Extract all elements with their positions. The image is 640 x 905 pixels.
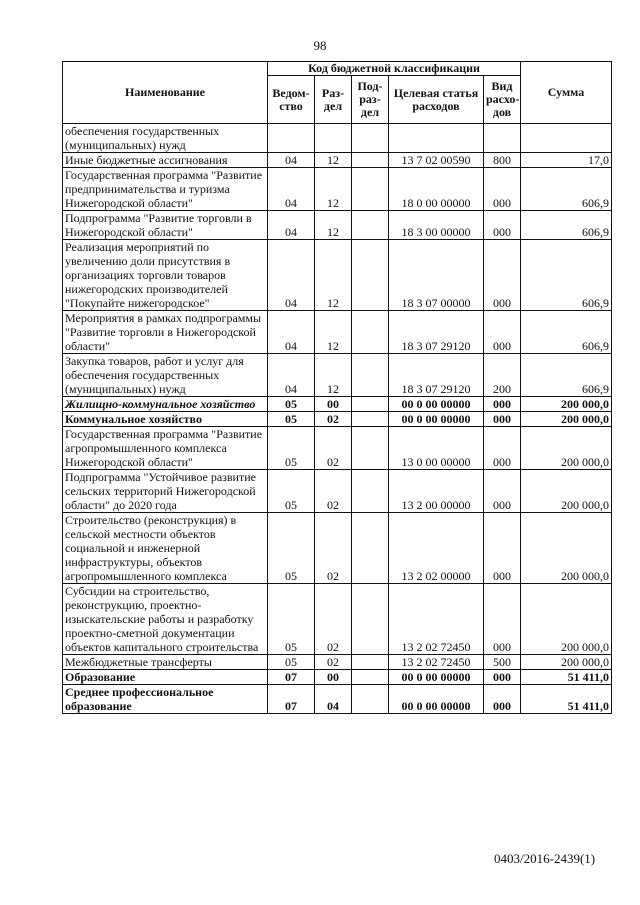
- row-podrazdel: [352, 311, 389, 354]
- row-statya: 18 3 00 00000: [389, 211, 484, 240]
- row-name: Мероприятия в рамках подпрограммы "Развитие торговли в Нижегородской области": [63, 311, 268, 354]
- row-statya: 18 3 07 29120: [389, 354, 484, 397]
- row-statya: 00 0 00 00000: [389, 397, 484, 412]
- table-row: [63, 211, 612, 240]
- row-vid: 000: [484, 397, 521, 412]
- row-vid: 000: [484, 670, 521, 685]
- row-vedomstvo: [268, 124, 315, 153]
- row-vedomstvo: 04: [268, 211, 315, 240]
- row-vid: 200: [484, 354, 521, 397]
- row-summa: 606,9: [521, 168, 612, 211]
- row-summa: [521, 124, 612, 153]
- row-statya: 18 3 07 29120: [389, 311, 484, 354]
- row-name: Подпрограмма "Развитие торговли в Нижегородской области": [63, 211, 268, 240]
- row-vedomstvo: 05: [268, 655, 315, 670]
- row-razdel: 02: [315, 470, 352, 513]
- row-statya: 00 0 00 00000: [389, 685, 484, 714]
- row-vedomstvo: 05: [268, 584, 315, 655]
- row-name: Образование: [63, 670, 268, 685]
- row-vedomstvo: 05: [268, 513, 315, 584]
- row-razdel: 00: [315, 397, 352, 412]
- table-row: [63, 240, 612, 311]
- document-code: 0403/2016-2439(1): [494, 851, 596, 866]
- row-vid: 000: [484, 240, 521, 311]
- row-summa: 606,9: [521, 354, 612, 397]
- table-row: [63, 685, 612, 714]
- row-name: Закупка товаров, работ и услуг для обеспечения государственных (муниципальных) нужд: [63, 354, 268, 397]
- row-razdel: 02: [315, 655, 352, 670]
- row-vedomstvo: 04: [268, 311, 315, 354]
- row-razdel: 02: [315, 584, 352, 655]
- row-podrazdel: [352, 513, 389, 584]
- row-summa: 200 000,0: [521, 470, 612, 513]
- table-row: [63, 168, 612, 211]
- row-name: обеспечения государственных (муниципальных) нужд: [63, 124, 268, 153]
- row-vedomstvo: 05: [268, 470, 315, 513]
- row-vid: 000: [484, 412, 521, 427]
- row-podrazdel: [352, 412, 389, 427]
- row-statya: 13 2 02 00000: [389, 513, 484, 584]
- row-vid: 000: [484, 168, 521, 211]
- header-vid: Вид расхо-дов: [484, 76, 521, 124]
- row-podrazdel: [352, 124, 389, 153]
- row-vid: 000: [484, 584, 521, 655]
- header-razdel: Раз-дел: [315, 76, 352, 124]
- row-statya: 00 0 00 00000: [389, 412, 484, 427]
- row-name: Субсидии на строительство, реконструкцию, проектно-изыскательские работы и разработку проектно-сметной документации объектов капитального строительства: [63, 584, 268, 655]
- row-name: Государственная программа "Развитие предпринимательства и туризма Нижегородской области": [63, 168, 268, 211]
- table-row: [63, 397, 612, 412]
- table-row: [63, 513, 612, 584]
- row-razdel: 12: [315, 168, 352, 211]
- row-name: Подпрограмма "Устойчивое развитие сельских территорий Нижегородской области" до 2020 года: [63, 470, 268, 513]
- row-podrazdel: [352, 470, 389, 513]
- row-razdel: [315, 124, 352, 153]
- table-row: [63, 124, 612, 153]
- row-statya: 18 3 07 00000: [389, 240, 484, 311]
- row-summa: 200 000,0: [521, 412, 612, 427]
- row-vid: 000: [484, 311, 521, 354]
- row-vedomstvo: 04: [268, 153, 315, 168]
- row-name: Жилищно-коммунальное хозяйство: [63, 397, 268, 412]
- row-vid: 000: [484, 427, 521, 470]
- row-vedomstvo: 05: [268, 412, 315, 427]
- row-summa: 606,9: [521, 311, 612, 354]
- row-summa: 17,0: [521, 153, 612, 168]
- row-vid: [484, 124, 521, 153]
- row-podrazdel: [352, 153, 389, 168]
- table-row: [63, 153, 612, 168]
- row-statya: 13 2 02 72450: [389, 655, 484, 670]
- budget-table: [62, 61, 612, 714]
- row-vedomstvo: 04: [268, 354, 315, 397]
- row-vid: 000: [484, 211, 521, 240]
- row-statya: 13 7 02 00590: [389, 153, 484, 168]
- row-summa: 200 000,0: [521, 513, 612, 584]
- row-summa: 200 000,0: [521, 427, 612, 470]
- table-row: [63, 427, 612, 470]
- row-summa: 200 000,0: [521, 397, 612, 412]
- row-razdel: 02: [315, 412, 352, 427]
- row-summa: 200 000,0: [521, 584, 612, 655]
- header-name: Наименование: [63, 62, 268, 124]
- row-statya: 18 0 00 00000: [389, 168, 484, 211]
- row-summa: 606,9: [521, 211, 612, 240]
- table-row: [63, 584, 612, 655]
- table-row: [63, 311, 612, 354]
- table-row: [63, 412, 612, 427]
- header-statya: Целевая статья расходов: [389, 76, 484, 124]
- row-podrazdel: [352, 427, 389, 470]
- row-name: Государственная программа "Развитие агропромышленного комплекса Нижегородской области": [63, 427, 268, 470]
- row-statya: 13 2 02 72450: [389, 584, 484, 655]
- row-vid: 000: [484, 513, 521, 584]
- row-razdel: 12: [315, 153, 352, 168]
- row-razdel: 12: [315, 211, 352, 240]
- row-razdel: 02: [315, 427, 352, 470]
- row-name: Иные бюджетные ассигнования: [63, 153, 268, 168]
- row-summa: 51 411,0: [521, 670, 612, 685]
- row-vedomstvo: 07: [268, 670, 315, 685]
- row-vid: 800: [484, 153, 521, 168]
- row-razdel: 12: [315, 311, 352, 354]
- row-podrazdel: [352, 240, 389, 311]
- table-row: [63, 655, 612, 670]
- row-podrazdel: [352, 584, 389, 655]
- row-name: Реализация мероприятий по увеличению доли присутствия в организациях торговли товаров нижегородских производителей "Покупайте нижегородское": [63, 240, 268, 311]
- header-summa: Сумма: [521, 62, 612, 124]
- row-summa: 51 411,0: [521, 685, 612, 714]
- row-statya: 00 0 00 00000: [389, 670, 484, 685]
- row-razdel: 02: [315, 513, 352, 584]
- row-vid: 000: [484, 470, 521, 513]
- row-vid: 500: [484, 655, 521, 670]
- row-name: Коммунальное хозяйство: [63, 412, 268, 427]
- row-name: Межбюджетные трансферты: [63, 655, 268, 670]
- row-statya: [389, 124, 484, 153]
- row-statya: 13 2 00 00000: [389, 470, 484, 513]
- row-name: Строительство (реконструкция) в сельской местности объектов социальной и инженерной инфраструктуры, объектов агропромышленного комплекса: [63, 513, 268, 584]
- row-vedomstvo: 05: [268, 397, 315, 412]
- page-number: 98: [313, 38, 327, 53]
- table-row: [63, 470, 612, 513]
- header-podrazdel: Под-раз-дел: [352, 76, 389, 124]
- row-vedomstvo: 04: [268, 240, 315, 311]
- row-vedomstvo: 04: [268, 168, 315, 211]
- row-statya: 13 0 00 00000: [389, 427, 484, 470]
- row-podrazdel: [352, 685, 389, 714]
- row-razdel: 00: [315, 670, 352, 685]
- row-podrazdel: [352, 211, 389, 240]
- row-razdel: 12: [315, 354, 352, 397]
- row-podrazdel: [352, 655, 389, 670]
- row-razdel: 12: [315, 240, 352, 311]
- row-name: Среднее профессиональное образование: [63, 685, 268, 714]
- row-razdel: 04: [315, 685, 352, 714]
- header-vedomstvo: Ведом-ство: [268, 76, 315, 124]
- row-summa: 606,9: [521, 240, 612, 311]
- row-podrazdel: [352, 354, 389, 397]
- row-vid: 000: [484, 685, 521, 714]
- row-vedomstvo: 05: [268, 427, 315, 470]
- header-kbk: Код бюджетной классификации: [268, 62, 521, 76]
- row-podrazdel: [352, 168, 389, 211]
- row-podrazdel: [352, 670, 389, 685]
- row-podrazdel: [352, 397, 389, 412]
- table-row: [63, 354, 612, 397]
- table-row: [63, 670, 612, 685]
- row-vedomstvo: 07: [268, 685, 315, 714]
- row-summa: 200 000,0: [521, 655, 612, 670]
